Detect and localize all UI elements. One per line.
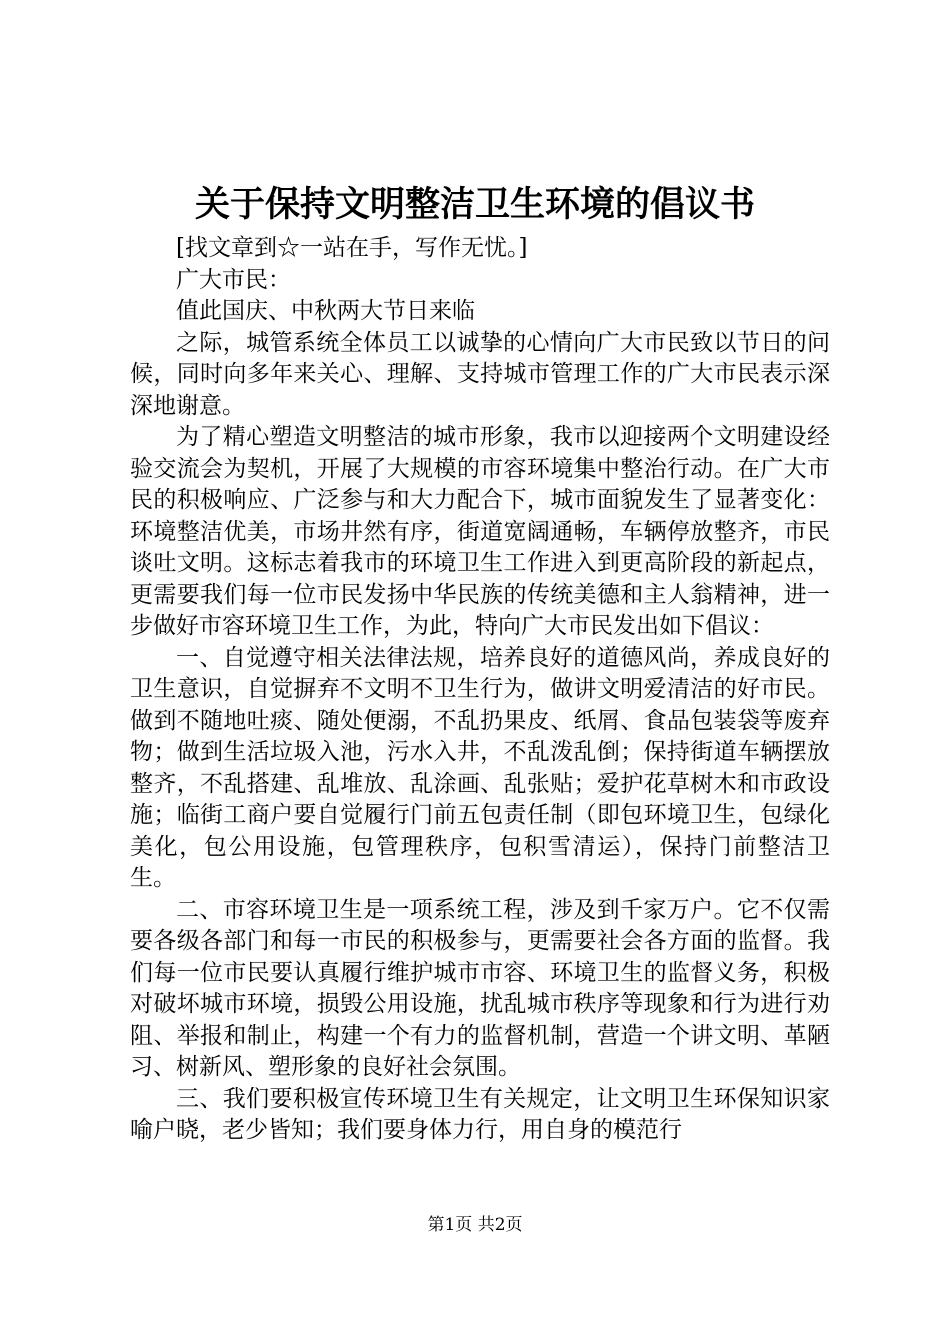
paragraph-proposal-1: 一、自觉遵守相关法律法规，培养良好的道德风尚，养成良好的卫生意识，自觉摒弃不文明不卫生行为，做讲文明爱清洁的好市民。做到不随地吐痰、随处便溺，不乱扔果皮、纸屑、食品包装袋等废弃物；做到生活垃圾入池，污水入井，不乱泼乱倒；保持街道车辆摆放整齐，不乱搭建、乱堆放、乱涂画、乱张贴；爱护花草树木和市政设施；临街工商户要自觉履行门前五包责任制（即包环境卫生，包绿化美化，包公用设施，包管理秩序，包积雪清运），保持门前整洁卫生。: [130, 644, 830, 891]
salutation: 广大市民：: [176, 266, 291, 293]
page-footer: 第1页 共2页: [427, 1215, 523, 1235]
document-body: [130, 233, 830, 1147]
document-title: 关于保持文明整洁卫生环境的倡议书: [194, 184, 755, 225]
paragraph-greeting: 之际，城管系统全体员工以诚挚的心情向广大市民致以节日的问候，同时向多年来关心、理解、支持城市管理工作的广大市民表示深深地谢意。: [130, 329, 830, 419]
paragraph-opening: 值此国庆、中秋两大节日来临: [176, 298, 475, 324]
paragraph-proposal-3: 三、我们要积极宣传环境卫生有关规定，让文明卫生环保知识家喻户晓，老少皆知；我们要身体力行，用自身的模范行: [130, 1085, 830, 1143]
source-note: [找文章到☆一站在手，写作无忧。]: [176, 235, 528, 261]
paragraph-background: 为了精心塑造文明整洁的城市形象，我市以迎接两个文明建设经验交流会为契机，开展了大规模的市容环境集中整治行动。在广大市民的积极响应、广泛参与和大力配合下，城市面貌发生了显著变化：环境整洁优美，市场井然有序，街道宽阔通畅，车辆停放整齐，市民谈吐文明。这标志着我市的环境卫生工作进入到更高阶段的新起点，更需要我们每一位市民发扬中华民族的传统美德和主人翁精神，进一步做好市容环境卫生工作，为此，特向广大市民发出如下倡议：: [130, 424, 830, 639]
paragraph-proposal-2: 二、市容环境卫生是一项系统工程，涉及到千家万户。它不仅需要各级各部门和每一市民的积极参与，更需要社会各方面的监督。我们每一位市民要认真履行维护城市市容、环境卫生的监督义务，积极对破坏城市环境，损毁公用设施，扰乱城市秩序等现象和行为进行劝阻、举报和制止，构建一个有力的监督机制，营造一个讲文明、革陋习、树新风、塑形象的良好社会氛围。: [130, 896, 830, 1080]
